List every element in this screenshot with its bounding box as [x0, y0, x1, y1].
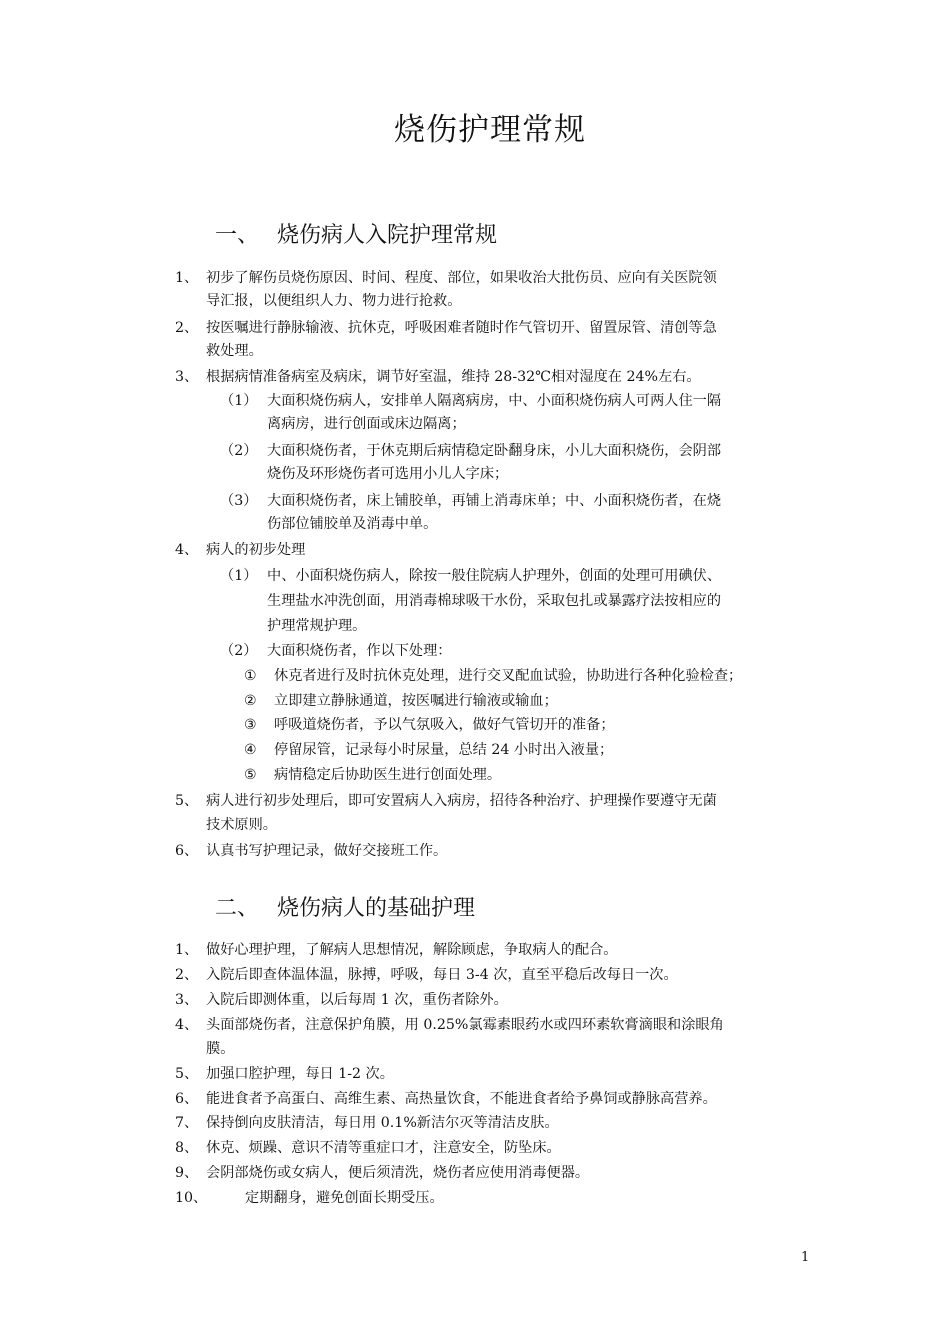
- page-number: 1: [801, 1250, 810, 1265]
- item-text-line: 导汇报，以便组织人力、物力进行抢救。: [206, 293, 462, 309]
- circled-number: ④: [244, 742, 257, 758]
- item-number: 10、: [175, 1190, 208, 1206]
- item-number: 6、: [175, 843, 199, 859]
- item-text-line: 定期翻身，避免创面长期受压。: [245, 1190, 444, 1206]
- item-text-line: 按医嘱进行静脉输液、抗休克，呼吸困难者随时作气管切开、留置尿管、清创等急: [206, 320, 717, 336]
- section2-title: 烧伤病人的基础护理: [277, 896, 476, 921]
- item-text-line: 离病房，进行创面或床边隔离；: [267, 416, 466, 432]
- item-text-line: 技术原则。: [206, 817, 277, 833]
- item-number: 8、: [175, 1140, 199, 1156]
- item-text-line: 病人的初步处理: [206, 542, 306, 558]
- section2-number: 二、: [215, 896, 260, 921]
- item-number: 2、: [175, 320, 199, 336]
- circled-number: ②: [244, 693, 257, 709]
- section1-title: 烧伤病人入院护理常规: [277, 223, 498, 248]
- item-text-line: 初步了解伤员烧伤原因、时间、程度、部位，如果收治大批伤员、应向有关医院领: [206, 270, 717, 286]
- item-text-line: 病情稳定后协助医生进行创面处理。: [274, 767, 502, 783]
- item-number: 3、: [175, 992, 199, 1008]
- sub-item-number: （1）: [220, 393, 258, 409]
- item-text-line: 生理盐水冲洗创面，用消毒棉球吸干水份，采取包扎或暴露疗法按相应的: [267, 593, 722, 609]
- item-text-line: 做好心理护理，了解病人思想情况，解除顾虑，争取病人的配合。: [206, 942, 618, 958]
- document-title: 烧伤护理常规: [394, 112, 586, 148]
- item-text-line: 能进食者予高蛋白、高维生素、高热量饮食，不能进食者给予鼻饲或静脉高营养。: [206, 1091, 717, 1107]
- item-text-line: 保持倒向皮肤清洁，每日用 0.1%新洁尔灭等清洁皮肤。: [206, 1115, 559, 1131]
- circled-number: ①: [244, 668, 257, 684]
- item-text-line: 膜。: [206, 1041, 235, 1057]
- item-number: 4、: [175, 1017, 199, 1033]
- item-number: 7、: [175, 1115, 199, 1131]
- sub-item-number: （3）: [220, 493, 258, 509]
- item-text-line: 入院后即查体温体温，脉搏，呼吸，每日 3-4 次，直至平稳后改每日一次。: [206, 967, 678, 983]
- item-number: 9、: [175, 1165, 199, 1181]
- item-number: 1、: [175, 270, 199, 286]
- section2-heading: [215, 891, 475, 922]
- sub-item-number: （2）: [220, 643, 258, 659]
- item-text-line: 大面积烧伤者，于休克期后病情稳定卧翻身床，小儿大面积烧伤，会阴部: [267, 443, 722, 459]
- section1-heading: [215, 218, 497, 249]
- section1-number: 一、: [215, 223, 260, 248]
- item-number: 5、: [175, 793, 199, 809]
- item-number: 1、: [175, 942, 199, 958]
- item-text-line: 停留尿管，记录每小时尿量，总结 24 小时出入液量；: [274, 742, 614, 758]
- item-text-line: 大面积烧伤者，作以下处理：: [267, 643, 452, 659]
- item-text-line: 立即建立静脉通道，按医嘱进行输液或输血；: [274, 693, 558, 709]
- item-text-line: 伤部位铺胶单及消毒中单。: [267, 516, 438, 532]
- item-number: 3、: [175, 369, 199, 385]
- item-text-line: 烧伤及环形烧伤者可选用小儿人字床；: [267, 466, 509, 482]
- circled-number: ③: [244, 717, 257, 733]
- item-number: 6、: [175, 1091, 199, 1107]
- item-text-line: 加强口腔护理，每日 1-2 次。: [206, 1066, 394, 1082]
- item-text-line: 大面积烧伤病人，安排单人隔离病房，中、小面积烧伤病人可两人住一隔: [267, 393, 722, 409]
- item-text-line: 呼吸道烧伤者，予以气氛吸入，做好气管切开的准备；: [274, 717, 615, 733]
- sub-item-number: （1）: [220, 568, 258, 584]
- item-number: 4、: [175, 542, 199, 558]
- item-text-line: 中、小面积烧伤病人，除按一般住院病人护理外，创面的处理可用碘伏、: [267, 568, 722, 584]
- item-text-line: 救处理。: [206, 343, 263, 359]
- item-text-line: 会阴部烧伤或女病人，便后须清洗，烧伤者应使用消毒便器。: [206, 1165, 590, 1181]
- item-text-line: 病人进行初步处理后，即可安置病人入病房，招待各种治疗、护理操作要遵守无菌: [206, 793, 717, 809]
- item-text-line: 认真书写护理记录，做好交接班工作。: [206, 843, 448, 859]
- circled-number: ⑤: [244, 767, 257, 783]
- item-text-line: 大面积烧伤者，床上铺胶单，再铺上消毒床单；中、小面积烧伤者，在烧: [267, 493, 722, 509]
- item-text-line: 入院后即测体重，以后每周 1 次，重伤者除外。: [206, 992, 508, 1008]
- item-number: 5、: [175, 1066, 199, 1082]
- item-text-line: 头面部烧伤者，注意保护角膜，用 0.25%氯霉素眼药水或四环素软膏滴眼和涂眼角: [206, 1017, 724, 1033]
- item-text-line: 休克、烦躁、意识不清等重症口才，注意安全，防坠床。: [206, 1140, 561, 1156]
- item-number: 2、: [175, 967, 199, 983]
- sub-item-number: （2）: [220, 443, 258, 459]
- item-text-line: 休克者进行及时抗休克处理，进行交叉配血试验，协助进行各种化验检查；: [274, 668, 743, 684]
- item-text-line: 护理常规护理。: [267, 618, 367, 634]
- item-text-line: 根据病情准备病室及病床，调节好室温，维持 28-32℃相对湿度在 24%左右。: [206, 369, 701, 385]
